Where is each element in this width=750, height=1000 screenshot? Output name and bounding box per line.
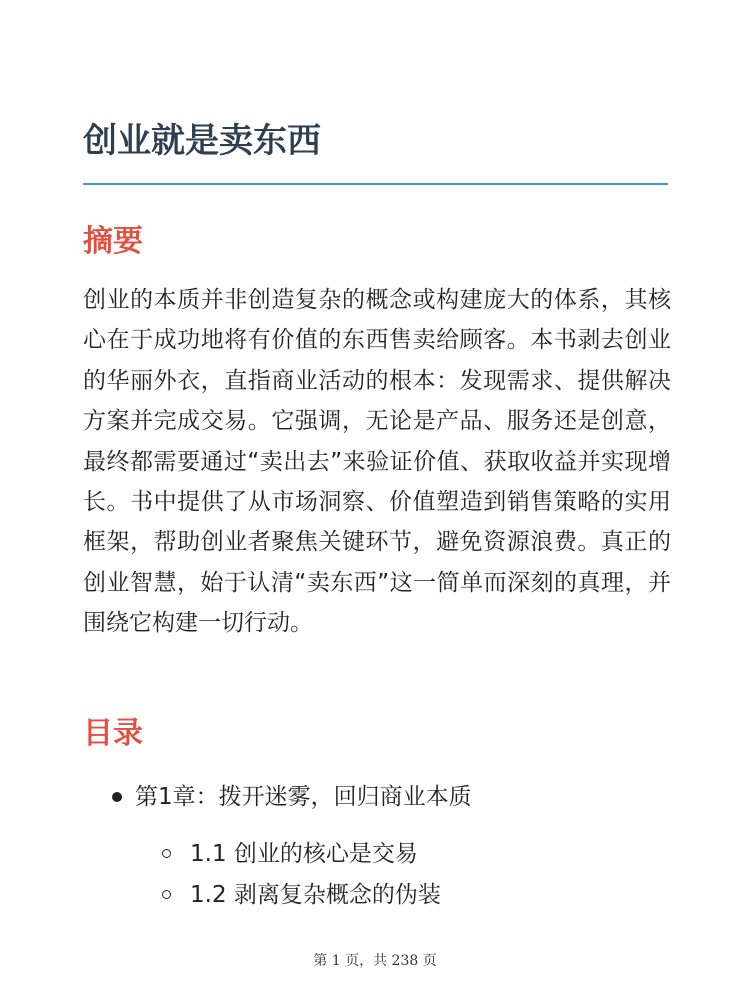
document-title: 创业就是卖东西 [83,121,321,161]
title-divider [83,183,668,185]
bullet-circle-icon [162,890,171,899]
toc-section-label: 1.2 剥离复杂概念的伪装 [190,882,441,908]
abstract-heading: 摘要 [83,224,143,259]
abstract-paragraph: 创业的本质并非创造复杂的概念或构建庞大的体系，其核心在于成功地将有价值的东西售卖给顾客。本书剥去创业的华丽外衣，直指商业活动的根本：发现需求、提供解决方案并完成交易。它强调，无论是产品、服务还是创意，最终都需要通过“卖出去”来验证价值、获取收益并实现增长。书中提供了从市场洞察、价值塑造到销售策略的实用框架，帮助创业者聚焦关键环节，避免资源浪费。真正的创业智慧，始于认清“卖东西”这一简单而深刻的真理，并围绕它构建一切行动。 [83,287,671,637]
bullet-circle-icon [162,849,171,858]
toc-section-label: 1.1 创业的核心是交易 [190,841,418,867]
toc-chapter-label: 第1章：拨开迷雾，回归商业本质 [135,784,472,810]
page-footer: 第 1 页，共 238 页 [313,953,437,969]
bullet-disc-icon [112,792,122,802]
toc-heading: 目录 [83,716,143,751]
